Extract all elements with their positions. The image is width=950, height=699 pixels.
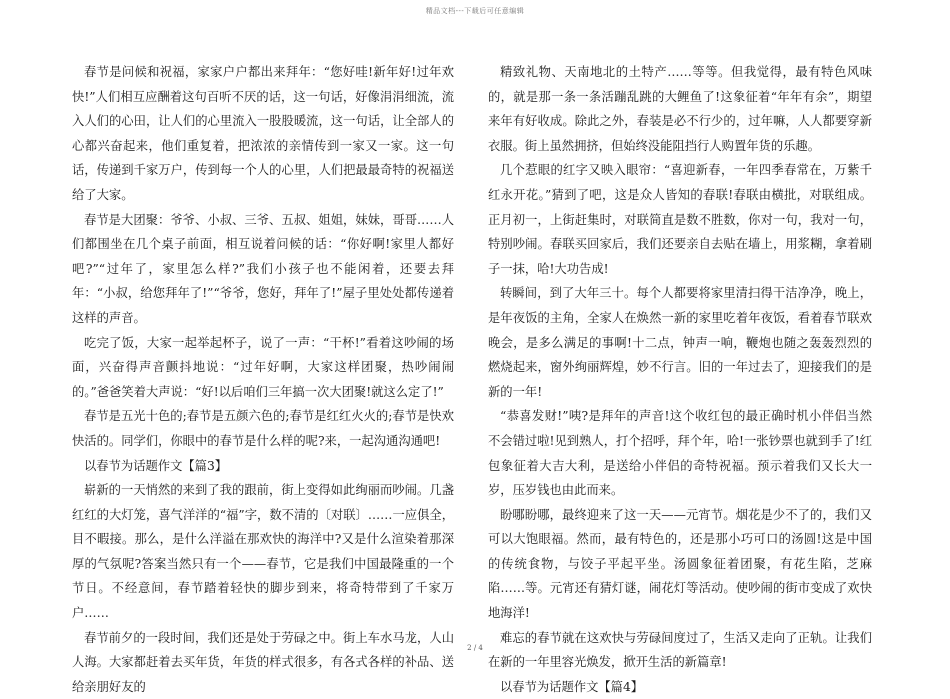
paragraph: 春节是大团聚：爷爷、小叔、三爷、五叔、姐姐，妹妹，哥哥……人们都围坐在几个桌子前面，相互说着问候的话：“你好啊!家里人都好吧?”“过年了，家里怎么样?”我们小孩子也不能闲着，还要去拜年：“小叔，给您拜年了!”“爷爷，您好，拜年了!”屋子里处处都传递着这样的声音。 [72,212,454,325]
right-column [488,60,872,699]
paragraph: “恭喜发财!”咦?是拜年的声音!这个收红包的最正确时机小伴侣当然不会错过啦!见到熟人，打个招呼，拜个年，哈!一张钞票也就到手了!红包象征着大吉大利，是送给小伴侣的奇特祝福。预示着我们又长大一岁，压岁钱也由此而来。 [488,409,872,498]
section-heading: 以春节为话题作文【篇4】 [500,679,644,694]
paragraph: 崭新的一天悄然的来到了我的跟前，街上变得如此绚丽而吵闹。几盏红红的大灯笼，喜气洋洋的“福”字，数不清的〔对联〕……一应俱全，目不暇接。那么，是什么洋溢在那欢快的海洋中?又是什么渲染着那深厚的气氛呢?答案当然只有一个——春节，它是我们中国最隆重的一个节日。不经意间，春节踏着轻快的脚步到来，将奇特带到了千家万户…… [72,483,454,621]
paragraph: 春节是五光十色的;春节是五颜六色的;春节是红红火火的;春节是快欢快活的。同学们，你眼中的春节是什么样的呢?来，一起沟通沟通吧! [72,409,454,448]
paragraph: 转瞬间，到了大年三十。每个人都要将家里清扫得干洁净净，晚上，是年夜饭的主角，全家人在焕然一新的家里吃着年夜饭，看着春节联欢晚会，是多么满足的事啊!十二点，钟声一响，鞭炮也随之轰轰烈烈的燃烧起来，窗外绚丽辉煌，妙不行言。旧的一年过去了，迎接我们的是新的一年! [488,286,872,399]
page-number: 2 / 4 [467,644,483,652]
paragraph: 精致礼物、天南地北的土特产……等等。但我觉得，最有特色风味的，就是那一条一条活蹦乱跳的大鲤鱼了!这象征着“年年有余”，期望来年有好收成。除此之外，春装是必不行少的，过年嘛，人人都要穿新衣服。街上虽然拥挤，但始终没能阻挡行人购置年货的乐趣。 [488,65,872,153]
paragraph: 春节是问候和祝福，家家户户都出来拜年：“您好哇!新年好!过年欢快!”人们相互应酬着这句百听不厌的话，这一句话，好像涓涓细流，流入人们的心田，让人们的心里流入一股股暖流，这一句话，让全部人的心都兴奋起来，他们重复着，把浓浓的亲情传到一家又一家。这一句话，传递到千家万户，传到每一个人的心里，人们把最最奇特的祝福送给了大家。 [72,65,454,202]
paragraph: 盼哪盼哪，最终迎来了这一天——元宵节。烟花是少不了的，我们又可以大饱眼福。然而，最有特色的，还是那小巧可口的汤圆!这是中国的传统食物，与饺子平起平坐。汤圆象征着团聚，有花生陷，芝麻陷……等。元宵还有猜灯谜，闹花灯等活动。使吵闹的街市变成了欢快地海洋! [488,507,872,621]
paragraph: 春节前夕的一段时间，我们还是处于劳碌之中。街上车水马龙，人山人海。大家都赶着去买年货，年货的样式很多，有各式各样的补品、送给亲朋好友的 [72,630,454,694]
paragraph: 吃完了饭，大家一起举起杯子，说了一声：“干杯!”看着这吵闹的场面，兴奋得声音颤抖地说：“过年好啊，大家这样团聚，热吵闹闹的。”爸爸笑着大声说：“好!以后咱们三年搞一次大团聚!就这么定了!” [72,335,454,399]
paragraph: 几个惹眼的红字又映入眼帘：“喜迎新春，一年四季春常在，万紫千红永开花。”猜到了吧，这是众人皆知的春联!春联由横批，对联组成。正月初一，上街赶集时，对联简直是数不胜数，你对一句，我对一句，特别吵闹。春联买回家后，我们还要亲自去贴在墙上，用浆糊，拿着刷子一抹，哈!大功告成! [488,163,872,276]
left-column [72,60,454,699]
paragraph: 难忘的春节就在这欢快与劳碌间度过了，生活又走向了正轨。让我们在新的一年里容光焕发，掀开生活的新篇章! [488,630,872,670]
page-header: 精品文档---下载后可任意编辑 [425,7,525,15]
section-heading: 以春节为话题作文【篇3】 [84,458,228,473]
